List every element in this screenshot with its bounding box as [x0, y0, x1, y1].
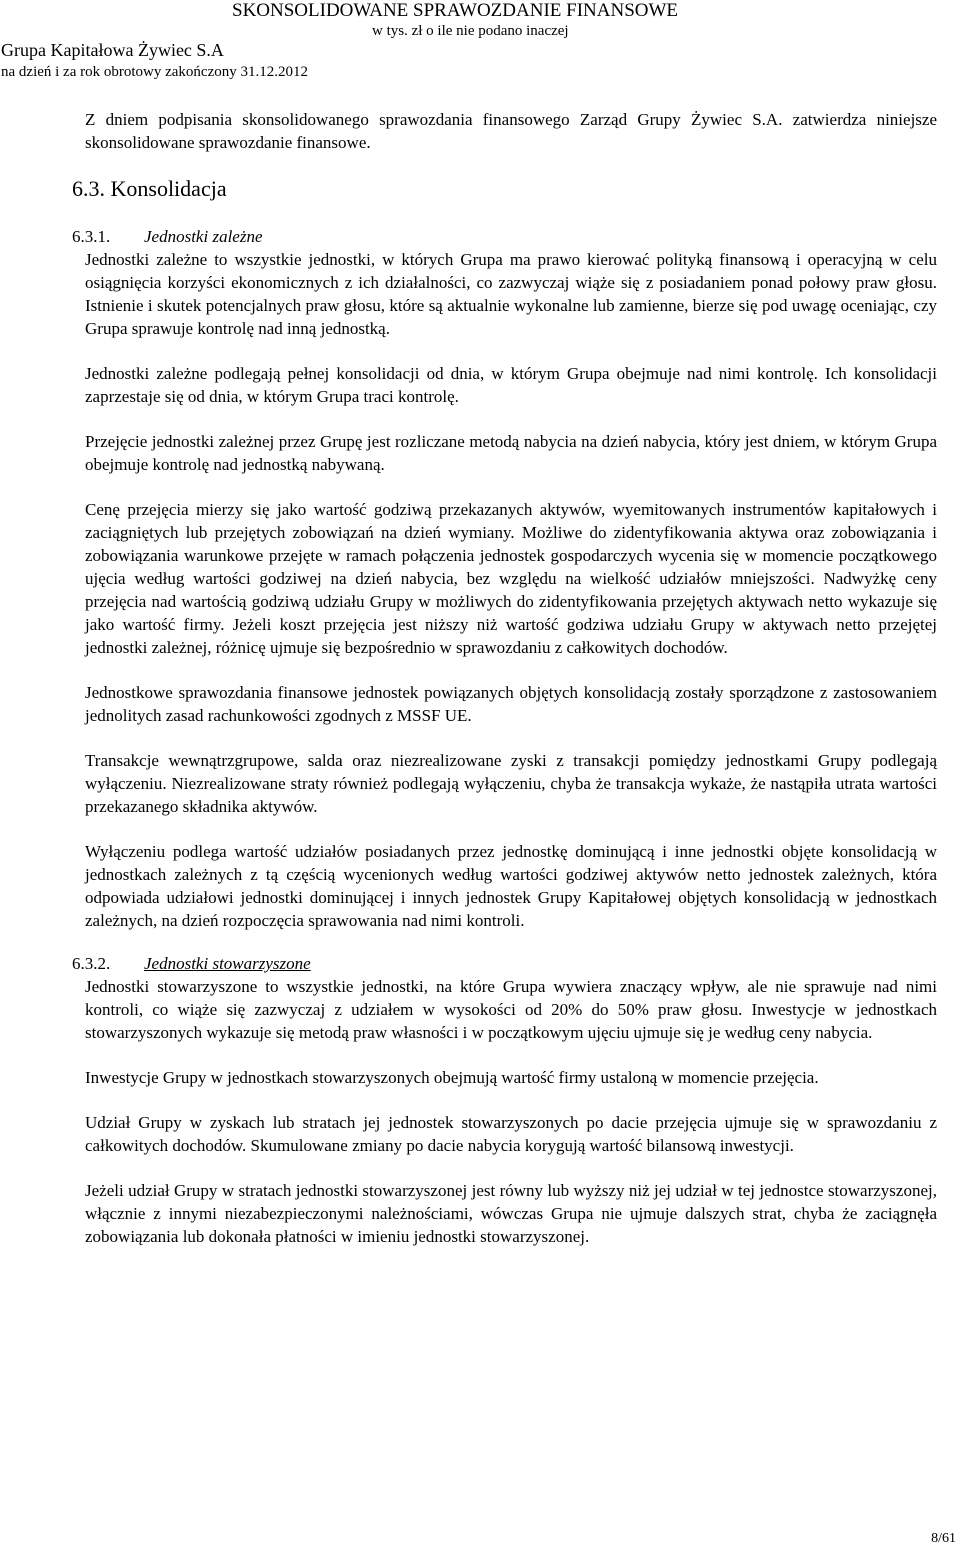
subsection-number: 6.3.2. [72, 954, 111, 973]
subsection-number: 6.3.1. [72, 227, 111, 246]
subsection-heading-2 [72, 952, 937, 975]
reporting-period: na dzień i za rok obrotowy zakończony 31.12.2012 [1, 64, 308, 80]
subsection-title: Jednostki stowarzyszone [144, 954, 311, 973]
paragraph: Jeżeli udział Grupy w stratach jednostki stowarzyszonej jest równy lub wyższy niż jej udział w tej jednostce stowarzyszonej, włącznie z innymi niezabezpieczonymi należnościami, wówczas Grupa nie ujmuje dalszych strat, chyba że zaciągnęła zobowiązania lub dokonała płatności w imieniu jednostki stowarzyszonej. [85, 1181, 937, 1246]
paragraph: Cenę przejęcia mierzy się jako wartość godziwą przekazanych aktywów, wyemitowanych instrumentów kapitałowych i zaciągniętych lub przejętych zobowiązań na dzień wymiany. Możliwe do zidentyfikowania aktywa oraz zobowiązania i zobowiązania warunkowe przejęte w ramach połączenia jednostek gospodarczych wycenia się w momencie początkowego ujęcia według wartości godziwej na dzień nabycia, bez względu na wielkość udziałów mniejszości. Nadwyżkę ceny przejęcia nad wartością godziwą udziału Grupy w możliwych do zidentyfikowania przejętych aktywach netto wykazuje się jako wartość firmy. Jeżeli koszt przejęcia jest niższy niż wartość godziwa udziału Grupy w aktywach netto przejętej jednostki zależnej, różnicę ujmuje się bezpośrednio w sprawozdaniu z całkowitych dochodów. [85, 500, 937, 657]
subsection-heading-1 [72, 225, 937, 248]
paragraph: Jednostkowe sprawozdania finansowe jednostek powiązanych objętych konsolidacją zostały sporządzone z zastosowaniem jednolitych zasad rachunkowości zgodnych z MSSF UE. [85, 683, 937, 725]
unit-note: w tys. zł o ile nie podano inaczej [372, 23, 569, 39]
paragraph: Udział Grupy w zyskach lub stratach jej jednostek stowarzyszonych po dacie przejęcia ujmuje się w sprawozdaniu z całkowitych dochodów. Skumulowane zmiany po dacie nabycia korygują wartość bilansową inwestycji. [85, 1113, 937, 1155]
intro-paragraph: Z dniem podpisania skonsolidowanego sprawozdania finansowego Zarząd Grupy Żywiec S.A. zatwierdza niniejsze skonsolidowane sprawozdanie finansowe. [85, 110, 937, 152]
paragraph: Wyłączeniu podlega wartość udziałów posiadanych przez jednostkę dominującą i inne jednostki objęte konsolidacją w jednostkach zależnych z tą częścią wycenionych według wartości godziwej aktywów netto jednostek zależnych, która odpowiada udziałowi jednostki dominującej i innych jednostek Grupy Kapitałowej objętych konsolidacją w jednostkach zależnych, na dzień rozpoczęcia sprawowania nad nimi kontroli. [85, 842, 937, 930]
paragraph: Transakcje wewnątrzgrupowe, salda oraz niezrealizowane zyski z transakcji pomiędzy jednostkami Grupy podlegają wyłączeniu. Niezrealizowane straty również podlegają wyłączeniu, chyba że transakcja wykaże, że nastąpiła utrata wartości przekazanego składnika aktywów. [85, 751, 937, 816]
report-title: SKONSOLIDOWANE SPRAWOZDANIE FINANSOWE [232, 0, 679, 21]
paragraph: Jednostki zależne podlegają pełnej konsolidacji od dnia, w którym Grupa obejmuje nad nimi kontrolę. Ich konsolidacji zaprzestaje się od dnia, w którym Grupa traci kontrolę. [85, 364, 937, 406]
paragraph: Inwestycje Grupy w jednostkach stowarzyszonych obejmują wartość firmy ustaloną w momencie przejęcia. [85, 1068, 819, 1087]
section-number: 6.3. [72, 176, 105, 201]
subsection-title: Jednostki zależne [144, 227, 263, 246]
paragraph: Jednostki stowarzyszone to wszystkie jednostki, na które Grupa wywiera znaczący wpływ, ale nie sprawuje nad nimi kontroli, co wiąże się zazwyczaj z udziałem w wysokości od 20% do 50% praw głosu. Inwestycje w jednostkach stowarzyszonych wykazuje się metodą praw własności i w początkowym ujęciu ujmuje się je według ceny nabycia. [85, 977, 937, 1042]
document-body [72, 108, 937, 1248]
paragraph: Przejęcie jednostki zależnej przez Grupę jest rozliczane metodą nabycia na dzień nabycia, który jest dniem, w którym Grupa obejmuje kontrolę nad jednostką nabywaną. [85, 432, 937, 474]
section-heading [72, 176, 937, 202]
company-name: Grupa Kapitałowa Żywiec S.A [1, 40, 224, 60]
page-number: 8/61 [931, 1531, 956, 1546]
paragraph: Jednostki zależne to wszystkie jednostki, w których Grupa ma prawo kierować polityką finansową i operacyjną w celu osiągnięcia korzyści ekonomicznych z ich działalności, co zazwyczaj wiąże się z posiadaniem ponad połowy praw głosu. Istnienie i skutek potencjalnych praw głosu, które są aktualnie wykonalne lub zamienne, bierze się pod uwagę oceniając, czy Grupa sprawuje kontrolę nad inną jednostką. [85, 250, 937, 338]
section-title: Konsolidacja [110, 176, 227, 201]
